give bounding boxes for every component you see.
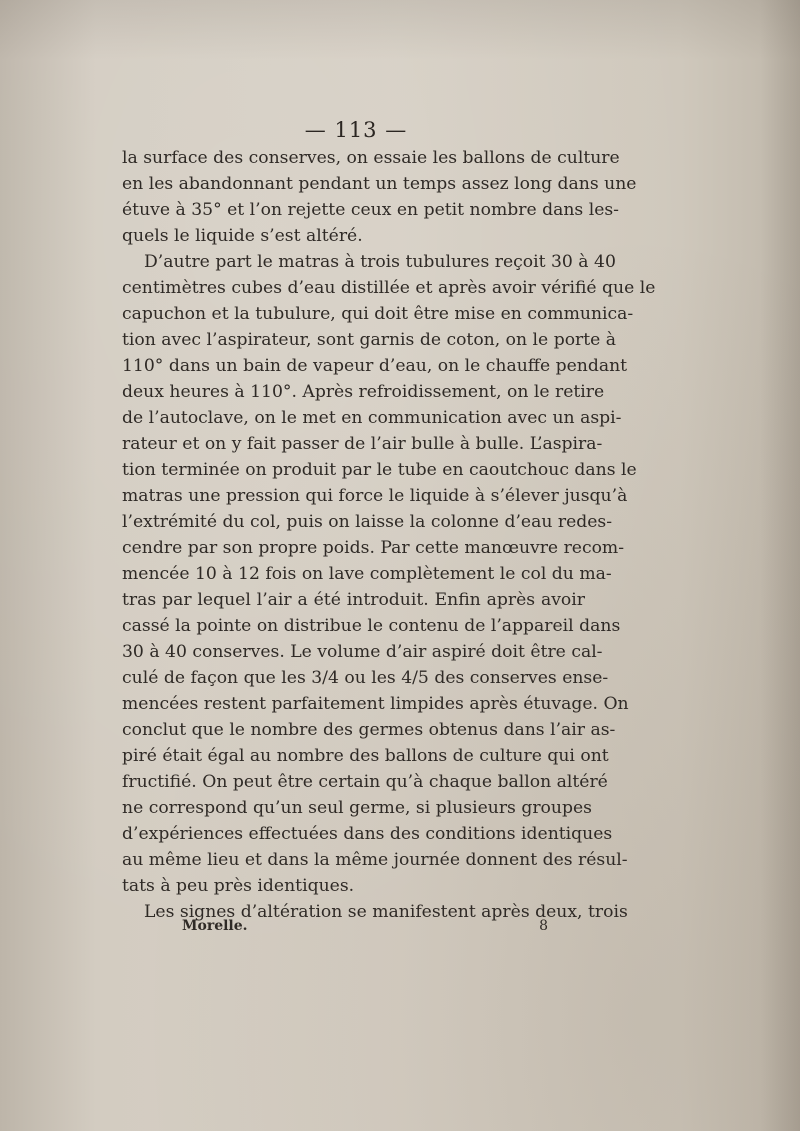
text-line: piré était égal au nombre des ballons de culture qui ont: [122, 746, 609, 766]
text-line: l’extrémité du col, puis on laisse la colonne d’eau redes-: [122, 512, 613, 532]
text-line: 110° dans un bain de vapeur d’eau, on le chauffe pendant: [122, 356, 628, 376]
text-line: Les signes d’altération se manifestent après deux, trois: [144, 902, 628, 922]
text-line: cendre par son propre poids. Par cette manœuvre recom-: [122, 538, 625, 558]
text-line: rateur et on y fait passer de l’air bulle à bulle. L’aspira-: [122, 434, 603, 454]
body-text: [122, 145, 656, 925]
text-line: en les abandonnant pendant un temps assez long dans une: [122, 174, 637, 194]
text-line: D’autre part le matras à trois tubulures reçoit 30 à 40: [144, 252, 616, 272]
text-line: culé de façon que les 3/4 ou les 4/5 des conserves ense-: [122, 668, 609, 688]
signature-mark: 8: [539, 918, 548, 934]
page-number: — 113 —: [304, 118, 408, 142]
text-line: ne correspond qu’un seul germe, si plusieurs groupes: [122, 798, 592, 818]
text-line: mencées restent parfaitement limpides après étuvage. On: [122, 694, 629, 714]
text-line: matras une pression qui force le liquide à s’élever jusqu’à: [122, 486, 628, 506]
text-line: quels le liquide s’est altéré.: [122, 226, 363, 246]
text-line: la surface des conserves, on essaie les ballons de culture: [122, 148, 620, 168]
text-line: tion terminée on produit par le tube en caoutchouc dans le: [122, 460, 637, 480]
page-shadow-top: [0, 0, 800, 60]
text-line: fructifié. On peut être certain qu’à chaque ballon altéré: [122, 772, 608, 792]
text-line: mencée 10 à 12 fois on lave complètement le col du ma-: [122, 564, 612, 584]
text-line: conclut que le nombre des germes obtenus dans l’air as-: [122, 720, 616, 740]
text-line: cassé la pointe on distribue le contenu de l’appareil dans: [122, 616, 621, 636]
footer-author: Morelle.: [182, 918, 248, 934]
page-footer: [182, 918, 548, 938]
text-line: tras par lequel l’air a été introduit. Enfin après avoir: [122, 590, 585, 610]
text-line: 30 à 40 conserves. Le volume d’air aspiré doit être cal-: [122, 642, 603, 662]
text-line: tion avec l’aspirateur, sont garnis de coton, on le porte à: [122, 330, 617, 350]
text-line: deux heures à 110°. Après refroidissement, on le retire: [122, 382, 605, 402]
page-shadow-right: [760, 0, 800, 1131]
text-line: capuchon et la tubulure, qui doit être mise en communica-: [122, 304, 634, 324]
text-line: tats à peu près identiques.: [122, 876, 355, 896]
text-line: de l’autoclave, on le met en communication avec un aspi-: [122, 408, 622, 428]
text-line: au même lieu et dans la même journée donnent des résul-: [122, 850, 628, 870]
text-line: centimètres cubes d’eau distillée et après avoir vérifié que le: [122, 278, 656, 298]
text-line: étuve à 35° et l’on rejette ceux en petit nombre dans les-: [122, 200, 619, 220]
text-line: d’expériences effectuées dans des conditions identiques: [122, 824, 613, 844]
